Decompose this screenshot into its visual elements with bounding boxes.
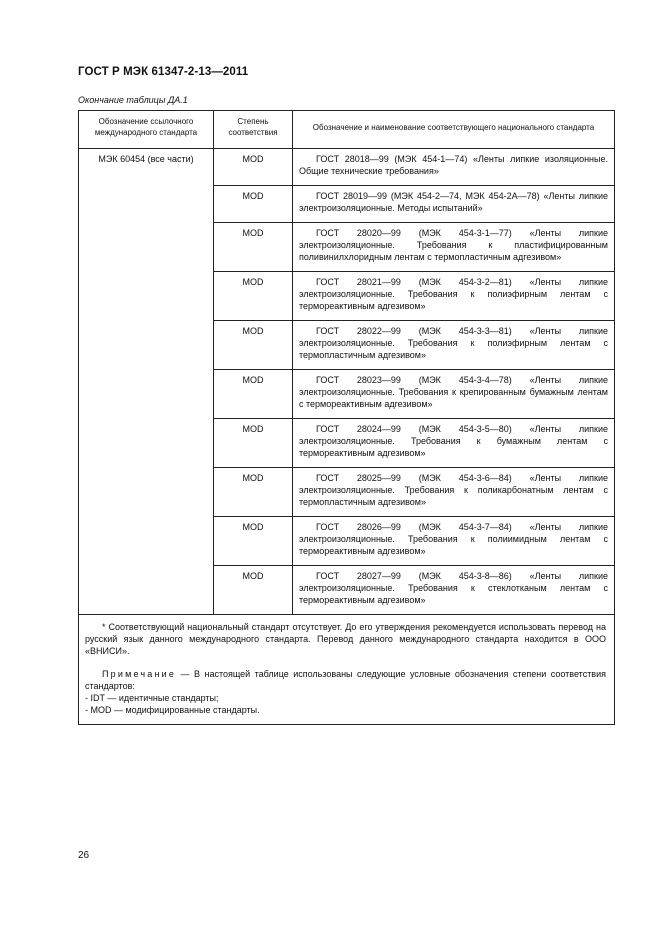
note-item-mod: - MOD — модифицированные стандарты.	[85, 705, 260, 715]
footnote-text: * Соответствующий национальный стандарт отсутствует. До его утверждения рекомендуется использовать перевод на русский язык данного международного стандарта. Перевод данного международного стандарта находится в ООО «ВНИСИ».	[85, 622, 606, 656]
degree-cell: MOD	[214, 321, 293, 370]
header-reference-standard: Обозначение ссылочного международного стандарта	[79, 111, 214, 149]
national-standard-text: ГОСТ 28026—99 (МЭК 454-3-7—84) «Ленты липкие электроизоляционные. Требования к полиимидным лентам с термореактивным адгезивом»	[299, 522, 608, 556]
degree-cell: MOD	[214, 186, 293, 223]
standards-table	[78, 110, 615, 725]
table-body	[79, 149, 615, 615]
national-standard-text: ГОСТ 28020—99 (МЭК 454-3-1—77) «Ленты липкие электроизоляционные. Требования к пластифицированным поливинилхлоридным лентам с термопластичным адгезивом»	[299, 228, 608, 262]
national-standard-cell	[293, 566, 615, 615]
national-standard-cell	[293, 321, 615, 370]
table-row	[79, 149, 615, 186]
national-standard-cell	[293, 223, 615, 272]
national-standard-cell	[293, 186, 615, 223]
header-degree: Степень соответствия	[214, 111, 293, 149]
header-national-standard: Обозначение и наименование соответствующего национального стандарта	[293, 111, 615, 149]
national-standard-text: ГОСТ 28018—99 (МЭК 454-1—74) «Ленты липкие изоляционные. Общие технические требования»	[299, 154, 608, 176]
degree-cell: MOD	[214, 419, 293, 468]
note-paragraph	[85, 668, 606, 692]
national-standard-text: ГОСТ 28025—99 (МЭК 454-3-6—84) «Ленты липкие электроизоляционные. Требования к поликарбонатным лентам с термопластичным адгезивом»	[299, 473, 608, 507]
national-standard-text: ГОСТ 28024—99 (МЭК 454-3-5—80) «Ленты липкие электроизоляционные. Требования к бумажным лентам с термореактивным адгезивом»	[299, 424, 608, 458]
table-caption: Окончание таблицы ДА.1	[78, 95, 188, 105]
degree-cell: MOD	[214, 566, 293, 615]
national-standard-text: ГОСТ 28027—99 (МЭК 454-3-8—86) «Ленты липкие электроизоляционные. Требования к стеклотканым лентам с термореактивным адгезивом»	[299, 571, 608, 605]
national-standard-cell	[293, 468, 615, 517]
national-standard-text: ГОСТ 28019—99 (МЭК 454-2—74, МЭК 454-2А—78) «Ленты липкие электроизоляционные. Методы испытаний»	[299, 191, 608, 213]
table-header-row	[79, 111, 615, 149]
national-standard-text: ГОСТ 28021—99 (МЭК 454-3-2—81) «Ленты липкие электроизоляционные. Требования к полиэфирным лентам с термореактивным адгезивом»	[299, 277, 608, 311]
degree-cell: MOD	[214, 468, 293, 517]
notes-cell	[79, 615, 615, 725]
national-standard-cell	[293, 272, 615, 321]
national-standard-cell	[293, 149, 615, 186]
degree-cell: MOD	[214, 223, 293, 272]
note-label: Примечание	[102, 669, 177, 679]
page-number: 26	[78, 850, 90, 861]
national-standard-cell	[293, 419, 615, 468]
national-standard-cell	[293, 517, 615, 566]
standards-table-container	[78, 110, 614, 725]
degree-cell: MOD	[214, 370, 293, 419]
note-item-idt: - IDT — идентичные стандарты;	[85, 693, 219, 703]
notes-row	[79, 615, 615, 725]
reference-standard-cell: МЭК 60454 (все части)	[79, 149, 214, 615]
national-standard-text: ГОСТ 28023—99 (МЭК 454-3-4—78) «Ленты липкие электроизоляционные. Требования к крепированным бумажным лентам с термореактивным адгезивом»	[299, 375, 608, 409]
degree-cell: MOD	[214, 149, 293, 186]
degree-cell: MOD	[214, 517, 293, 566]
national-standard-cell	[293, 370, 615, 419]
note-text: — В настоящей таблице использованы следующие условные обозначения степени соответствия стандартов:	[85, 669, 606, 691]
degree-cell: MOD	[214, 272, 293, 321]
national-standard-text: ГОСТ 28022—99 (МЭК 454-3-3—81) «Ленты липкие электроизоляционные. Требования к полиэфирным лентам с термопластичным адгезивом»	[299, 326, 608, 360]
document-header: ГОСТ Р МЭК 61347-2-13—2011	[78, 66, 249, 78]
